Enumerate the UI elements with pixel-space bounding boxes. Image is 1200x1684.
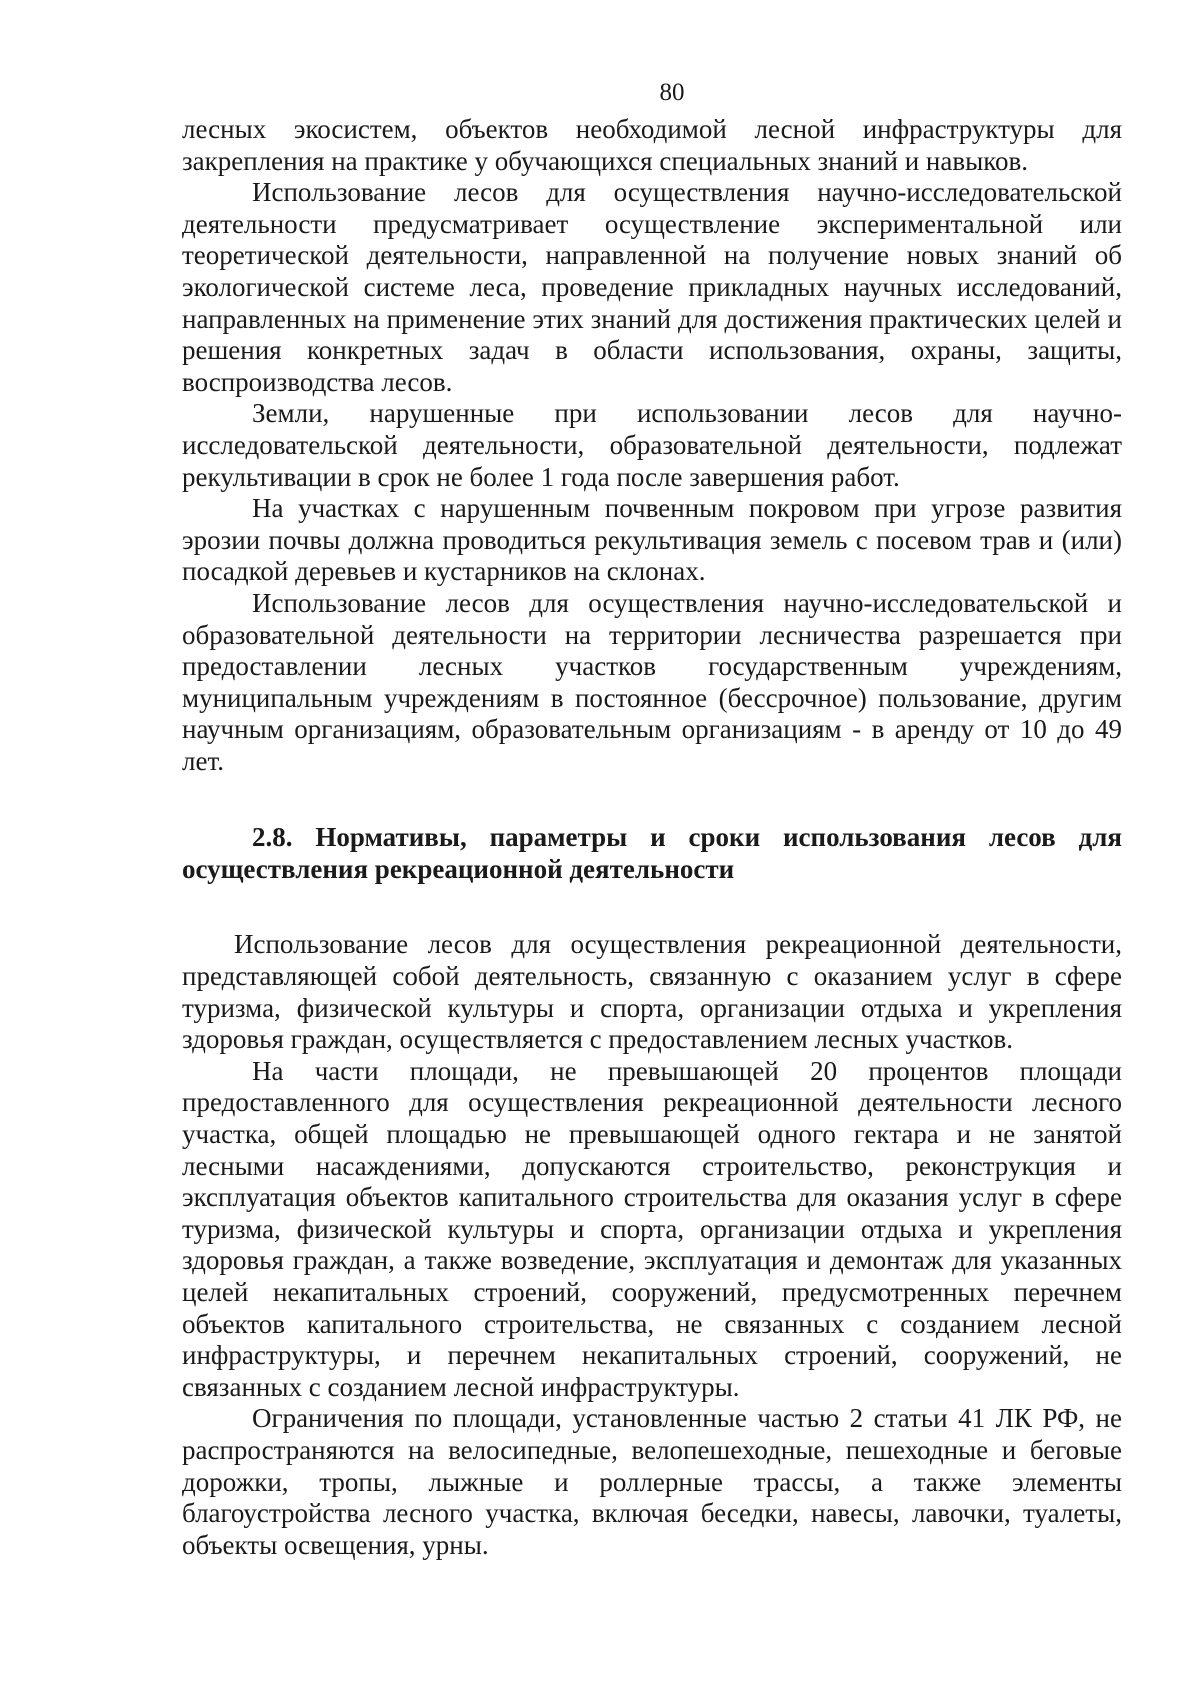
- text-block-top: [182, 114, 1122, 777]
- page-number: 80: [659, 79, 685, 106]
- section-heading: 2.8. Нормативы, параметры и сроки использования лесов для осуществления рекреационной деятельности: [182, 822, 1122, 885]
- paragraph-land-recultivation: Земли, нарушенные при использовании лесов для научно-исследовательской деятельности, образовательной деятельности, подлежат рекультивации в срок не более 1 года после завершения работ.: [182, 398, 1122, 492]
- paragraph-soil-erosion: На участках с нарушенным почвенным покровом при угрозе развития эрозии почвы должна проводиться рекультивация земель с посевом трав и (или) посадкой деревьев и кустарников на склонах.: [182, 493, 1122, 587]
- paragraph-research-activity: Использование лесов для осуществления научно-исследовательской деятельности предусматривает осуществление экспериментальной или теоретической деятельности, направленной на получение новых знаний об экологической системе леса, проведение прикладных научных исследований, направленных на применение этих знаний для достижения практических целей и решения конкретных задач в области использования, охраны, защиты, воспроизводства лесов.: [182, 177, 1122, 397]
- paragraph-area-limits: На части площади, не превышающей 20 процентов площади предоставленного для осуществления рекреационной деятельности лесного участка, общей площадью не превышающей одного гектара и не занятой лесными насаждениями, допускаются строительство, реконструкция и эксплуатация объектов капитального строительства для оказания услуг в сфере туризма, физической культуры и спорта, организации отдыха и укрепления здоровья граждан, а также возведение, эксплуатация и демонтаж для указанных целей некапитальных строений, сооружений, предусмотренных перечнем объектов капитального строительства, не связанных с созданием лесной инфраструктуры, и перечнем некапитальных строений, сооружений, не связанных с созданием лесной инфраструктуры.: [182, 1055, 1122, 1402]
- document-page: [182, 78, 1122, 1561]
- paragraph-recreation-definition: Использование лесов для осуществления рекреационной деятельности, представляющей собой деятельность, связанную с оказанием услуг в сфере туризма, физической культуры и спорта, организации отдыха и укрепления здоровья граждан, осуществляется с предоставлением лесных участков.: [182, 929, 1122, 1055]
- text-block-section: [182, 929, 1122, 1561]
- paragraph-continuation: лесных экосистем, объектов необходимой лесной инфраструктуры для закрепления на практике у обучающихся специальных знаний и навыков.: [182, 114, 1122, 176]
- paragraph-land-provision: Использование лесов для осуществления научно-исследовательской и образовательной деятельности на территории лесничества разрешается при предоставлении лесных участков государственным учреждениям, муниципальным учреждениям в постоянное (бессрочное) пользование, другим научным организациям, образовательным организациям - в аренду от 10 до 49 лет.: [182, 587, 1122, 776]
- paragraph-area-exceptions: Ограничения по площади, установленные частью 2 статьи 41 ЛК РФ, не распространяются на велосипедные, велопешеходные, пешеходные и беговые дорожки, тропы, лыжные и роллерные трассы, а также элементы благоустройства лесного участка, включая беседки, навесы, лавочки, туалеты, объекты освещения, урны.: [182, 1403, 1122, 1560]
